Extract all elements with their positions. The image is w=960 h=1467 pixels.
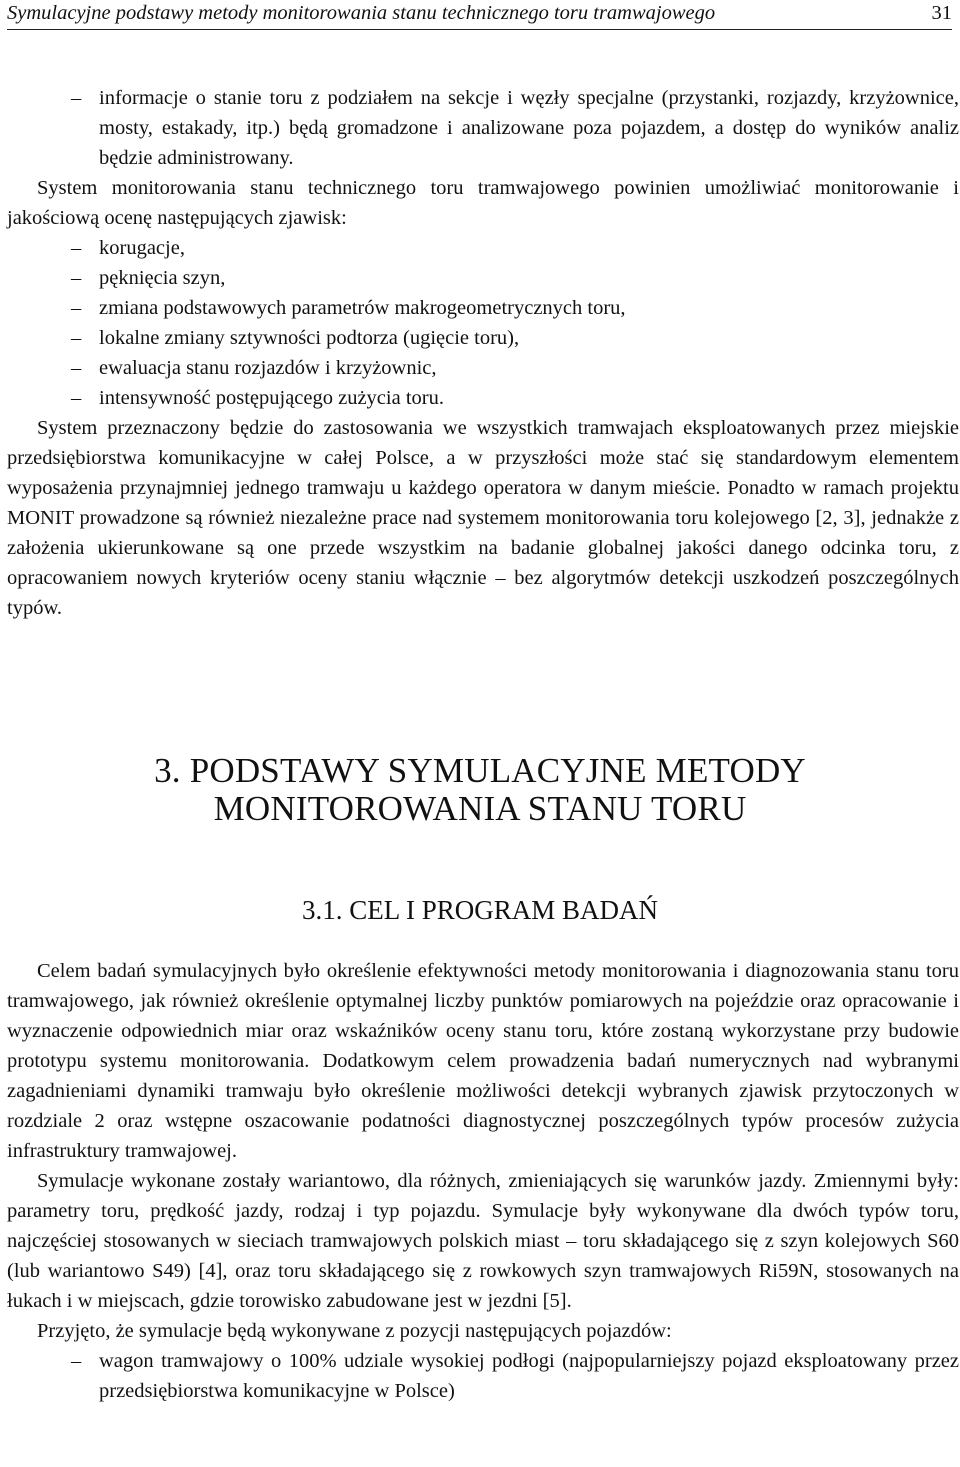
phenomena-item: – pęknięcia szyn, (7, 263, 959, 293)
phenomena-item: – intensywność postępującego zużycia toru. (7, 383, 959, 413)
simulations-paragraph: Symulacje wykonane zostały wariantowo, dla różnych, zmieniających się warunków jazdy. Zmiennymi były: parametry toru, prędkość jazdy, rodzaj i typ pojazdu. Symulacje były wykonywane dla dwóch typów toru, najczęściej stosowanych w sieciach tramwajowych polskich miast – toru składającego się z szyn kolejowych S60 (lub wariantowo S49) [4], oraz toru składającego się z rowkowych szyn tramwajowych Ri59N, stosowanych na łukach i w miejscach, gdzie torowisko zabudowane jest w jezdni [5]. (7, 1170, 959, 1312)
phenomena-list (7, 233, 959, 413)
running-header (7, 0, 952, 30)
intro-bullet-list (7, 83, 959, 173)
system-paragraph: System przeznaczony będzie do zastosowania we wszystkich tramwajach eksploatowanych przez miejskie przedsiębiorstwa komunikacyjne w całej Polsce, a w przyszłości może stać się standardowym elementem wyposażenia przynajmniej jednego tramwaju u każdego operatora w danym mieście. Ponadto w ramach projektu MONIT prowadzone są również niezależne prace nad systemem monitorowania toru kolejowego [2, 3], jednakże z założenia ukierunkowane są one przede wszystkim na badanie globalnej jakości danego odcinka toru, z opracowaniem nowych kryteriów oceny staniu włącznie – bez algorytmów detekcji uszkodzeń poszczególnych typów. (7, 417, 959, 619)
chapter-heading-line: MONITOROWANIA STANU TORU (213, 789, 747, 828)
vehicles-paragraph: Przyjęto, że symulacje będą wykonywane z pozycji następujących pojazdów: (37, 1320, 672, 1342)
chapter-heading (0, 752, 960, 828)
intro-section (7, 83, 959, 623)
section-heading: 3.1. CEL I PROGRAM BADAŃ (301, 895, 659, 925)
monitoring-paragraph: System monitorowania stanu technicznego toru tramwajowego powinien umożliwiać monitorowanie i jakościową ocenę następujących zjawisk: (7, 177, 959, 229)
vehicles-item: – wagon tramwajowy o 100% udziale wysokiej podłogi (najpopularniejszy pojazd eksploatowany przez przedsiębiorstwa komunikacyjne w Polsce) (7, 1346, 959, 1406)
phenomena-item: – ewaluacja stanu rozjazdów i krzyżownic, (7, 353, 959, 383)
goal-paragraph: Celem badań symulacyjnych było określenie efektywności metody monitorowania i diagnozowania stanu toru tramwajowego, jak również określenie optymalnej liczby punktów pomiarowych na pojeździe oraz opracowanie i wyznaczenie odpowiednich miar oraz wskaźników oceny stanu toru, które zostaną wykorzystane przy budowie prototypu systemu monitorowania. Dodatkowym celem prowadzenia badań numerycznych nad wybranymi zagadnieniami dynamiki tramwaju było określenie możliwości detekcji wybranych zjawisk przytoczonych w rozdziale 2 oraz wstępne oszacowanie podatności diagnostycznej poszczególnych typów procesów zużycia infrastruktury tramwajowej. (7, 960, 959, 1162)
chapter-heading-line: 3. PODSTAWY SYMULACYJNE METODY (154, 751, 806, 790)
phenomena-item: – lokalne zmiany sztywności podtorza (ugięcie toru), (7, 323, 959, 353)
phenomena-item: – korugacje, (7, 233, 959, 263)
vehicles-list (7, 1346, 959, 1406)
phenomena-item: – zmiana podstawowych parametrów makrogeometrycznych toru, (7, 293, 959, 323)
goals-section (7, 956, 959, 1406)
page-number: 31 (931, 2, 952, 24)
running-title: Symulacyjne podstawy metody monitorowania stanu technicznego toru tramwajowego (7, 2, 716, 24)
intro-bullet-item: – informacje o stanie toru z podziałem na sekcje i węzły specjalne (przystanki, rozjazdy, krzyżownice, mosty, estakady, itp.) będą gromadzone i analizowane poza pojazdem, a dostęp do wyników analiz będzie administrowany. (7, 83, 959, 173)
